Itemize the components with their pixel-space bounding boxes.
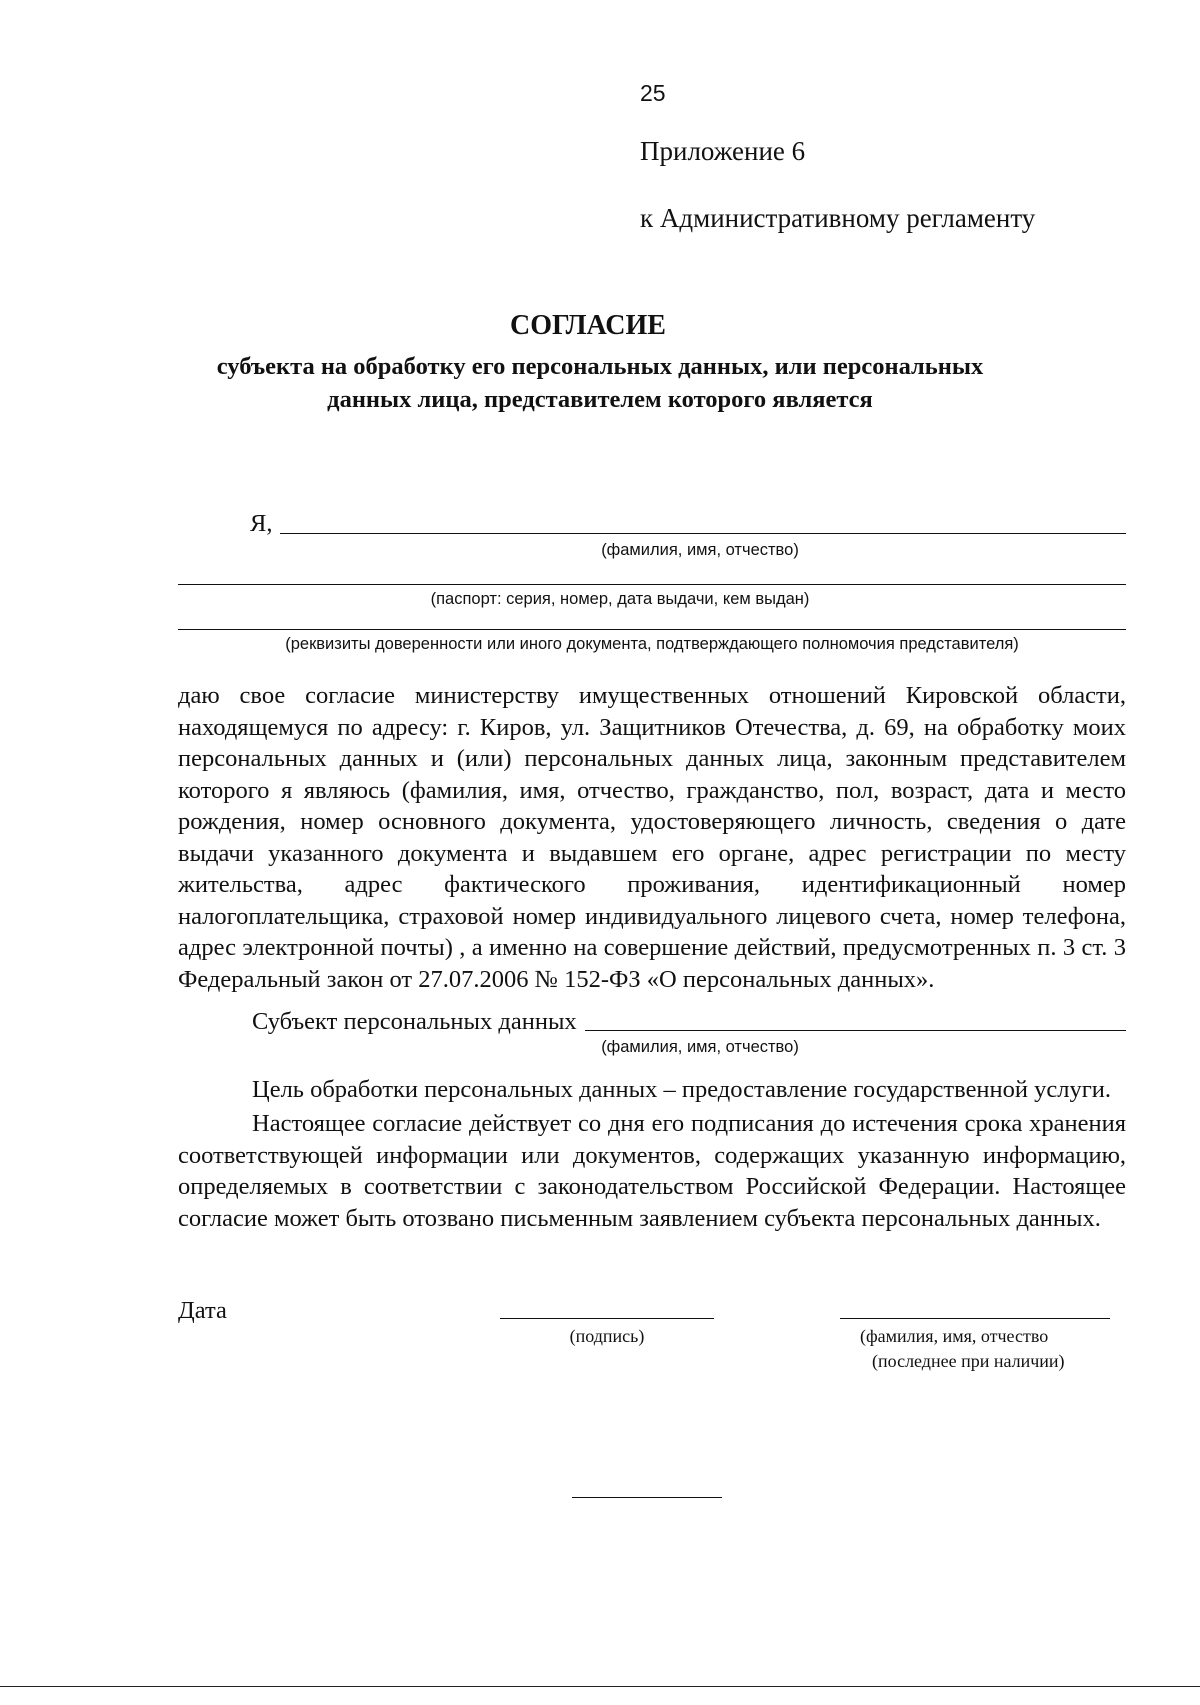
document-subtitle-line-1: субъекта на обработку его персональных данных, или персональных	[216, 353, 984, 380]
passport-input-line[interactable]	[178, 584, 1126, 585]
signer-fio-caption-line-1: (фамилия, имя, отчество	[860, 1326, 1049, 1346]
i-label: Я,	[250, 510, 273, 537]
signer-fio-caption-line-2: (последнее при наличии)	[872, 1351, 1065, 1371]
appendix-number: Приложение 6	[640, 136, 806, 166]
document-subtitle-line-2: данных лица, представителем которого является	[327, 386, 873, 413]
date-label: Дата	[178, 1297, 227, 1324]
fio-input-line[interactable]	[280, 533, 1126, 534]
validity-line: соответствующей информации или документов, содержащих указанную информацию,	[178, 1141, 1126, 1169]
document-title: СОГЛАСИЕ	[510, 310, 666, 341]
validity-line: определяемых в соответствии с законодательством Российской Федерации. Настоящее	[178, 1173, 1126, 1200]
signature-caption: (подпись)	[569, 1326, 645, 1346]
page-number: 25	[640, 80, 666, 106]
consent-line: Федеральный закон от 27.07.2006 № 152-ФЗ «О персональных данных».	[178, 965, 935, 993]
consent-line: налогоплательщика, страховой номер индивидуального лицевого счета, номер телефона,	[178, 902, 1126, 930]
subject-fio-caption: (фамилия, имя, отчество)	[601, 1038, 799, 1056]
consent-line: которого я являюсь (фамилия, имя, отчество, гражданство, пол, возраст, дата и место	[178, 776, 1126, 804]
consent-line: жительства, адрес фактического проживания, идентификационный номер	[178, 871, 1126, 898]
scan-edge-line	[0, 1686, 1200, 1687]
purpose-text: Цель обработки персональных данных – предоставление государственной услуги.	[252, 1076, 1112, 1103]
signature-input-line[interactable]	[500, 1318, 714, 1319]
proxy-document-input-line[interactable]	[178, 629, 1126, 630]
passport-caption: (паспорт: серия, номер, дата выдачи, кем выдан)	[430, 590, 810, 608]
consent-line: рождения, номер основного документа, удостоверяющего личность, сведения о дате	[178, 808, 1126, 835]
consent-line: даю свое согласие министерству имущественных отношений Кировской области,	[178, 682, 1126, 709]
validity-paragraph	[178, 1108, 1126, 1234]
validity-line: согласие может быть отозвано письменным заявлением субъекта персональных данных.	[178, 1204, 1101, 1232]
fio-caption: (фамилия, имя, отчество)	[601, 541, 799, 559]
appendix-reference: к Административному регламенту	[640, 203, 1036, 233]
validity-line: Настоящее согласие действует со дня его подписания до истечения срока хранения	[252, 1110, 1126, 1137]
consent-line: выдачи указанного документа и выдавшем его органе, адрес регистрации по месту	[178, 839, 1126, 867]
subject-label: Субъект персональных данных	[252, 1008, 577, 1035]
consent-line: находящемуся по адресу: г. Киров, ул. Защитников Отечества, д. 69, на обработку моих	[178, 713, 1126, 741]
proxy-document-caption: (реквизиты доверенности или иного документа, подтверждающего полномочия представителя)	[285, 635, 1019, 653]
consent-line: персональных данных и (или) персональных данных лица, законным представителем	[178, 745, 1126, 772]
signer-fio-input-line[interactable]	[840, 1318, 1110, 1319]
consent-paragraph	[178, 680, 1126, 995]
consent-line: адрес электронной почты) , а именно на совершение действий, предусмотренных п. 3 ст. 3	[178, 934, 1126, 961]
subject-fio-input-line[interactable]	[585, 1030, 1126, 1031]
closing-divider	[572, 1497, 722, 1498]
